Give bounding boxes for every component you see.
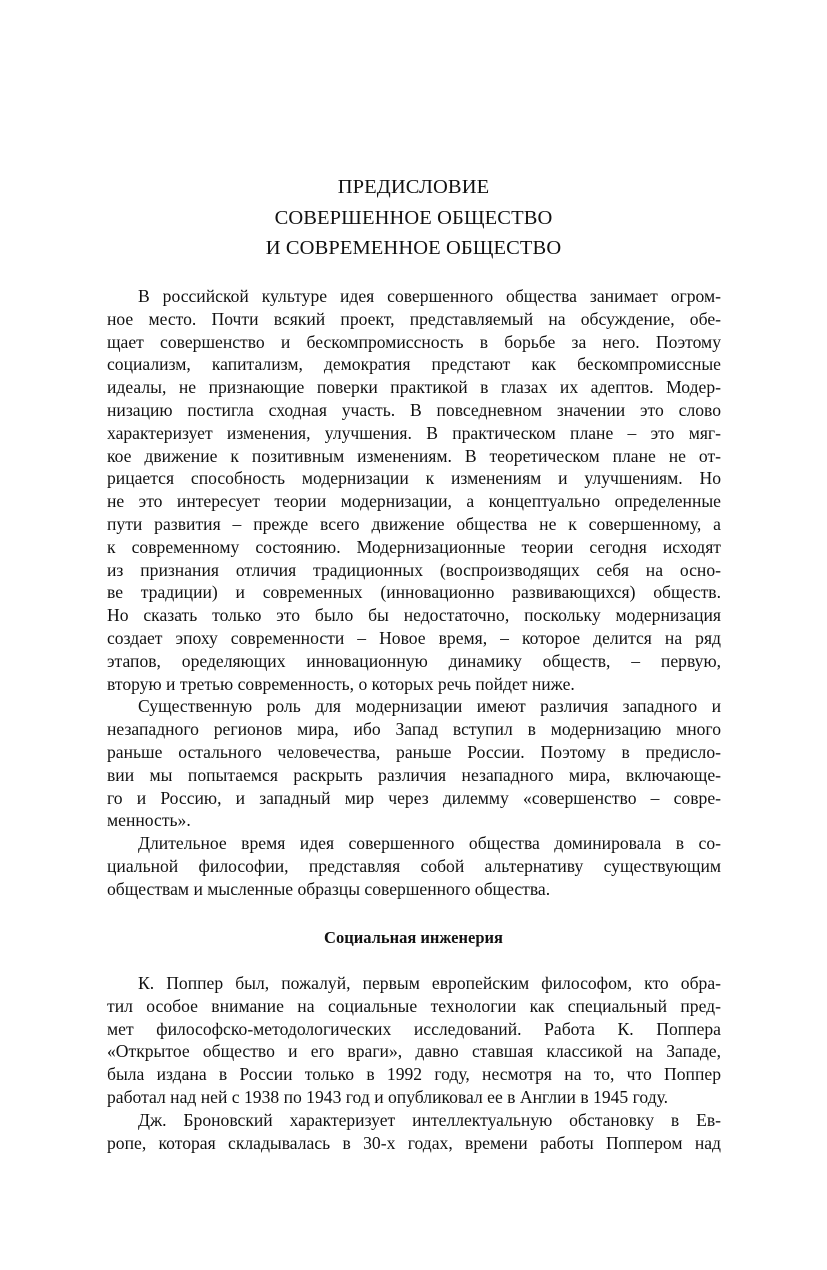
text-line: работал над ней с 1938 по 1943 год и опубликовал ее в Англии в 1945 году. <box>107 1086 669 1107</box>
text-line: к современному состоянию. Модернизационные теории сегодня исходят <box>107 536 721 557</box>
text-line: социализм, капитализм, демократия предстают как бескомпромиссные <box>107 354 721 375</box>
text-line: создает эпоху современности – Новое время, – которое делится на ряд <box>107 627 721 648</box>
text-line: пути развития – прежде всего движение общества не к совершенному, а <box>107 513 721 534</box>
chapter-title-line-3: И СОВРЕМЕННОЕ ОБЩЕСТВО <box>265 237 562 259</box>
text-line: мет философско-методологических исследований. Работа К. Поппера <box>107 1018 721 1039</box>
text-line: «Открытое общество и его враги», давно ставшая классикой на Западе, <box>107 1041 721 1062</box>
text-line: вии мы попытаемся раскрыть различия незападного мира, включающе- <box>107 764 721 785</box>
text-line: Существенную роль для модернизации имеют различия западного и <box>138 696 721 717</box>
text-line: характеризует изменения, улучшения. В практическом плане – это мяг- <box>107 422 721 443</box>
text-line: циальной философии, представляя собой альтернативу существующим <box>107 855 721 876</box>
text-line: ве традиции) и современных (инновационно развивающихся) обществ. <box>107 582 721 603</box>
text-line: го и Россию, и западный мир через дилемму «совершенство – совре- <box>107 787 721 808</box>
section-heading: Социальная инженерия <box>324 928 503 947</box>
chapter-title <box>0 172 827 264</box>
text-line: была издана в России только в 1992 году, несмотря на то, что Поппер <box>107 1064 721 1085</box>
text-line: рицается способность модернизации к изменениям и улучшениям. Но <box>107 468 721 489</box>
text-line: В российской культуре идея совершенного общества занимает огром- <box>138 286 721 306</box>
text-line: ропе, которая складывалась в 30-х годах, времени работы Поппером над <box>107 1132 721 1153</box>
text-line: ное место. Почти всякий проект, представляемый на обсуждение, обе- <box>107 308 721 329</box>
text-line: Но сказать только это было бы недостаточно, поскольку модернизация <box>107 605 721 626</box>
text-line: тил особое внимание на социальные технологии как специальный пред- <box>107 995 721 1016</box>
text-line: вторую и третью современность, о которых речь пойдет ниже. <box>107 673 575 694</box>
text-line: идеалы, не признающие поверки практикой в глазах их адептов. Модер- <box>107 377 721 398</box>
text-line: К. Поппер был, пожалуй, первым европейским философом, кто обра- <box>138 973 721 993</box>
text-line: этапов, оределяющих инновационную динамику обществ, – первую, <box>107 650 721 671</box>
text-line: незападного регионов мира, ибо Запад вступил в модернизацию много <box>107 719 721 740</box>
chapter-title-line-2: СОВЕРШЕННОЕ ОБЩЕСТВО <box>274 206 553 229</box>
text-line: обществам и мысленные образцы совершенного общества. <box>107 878 551 899</box>
preface-body <box>107 285 721 901</box>
text-line: не это интересует теории модернизации, а концептуально определенные <box>107 491 721 512</box>
text-line: Дж. Броновский характеризует интеллектуальную обстановку в Ев- <box>138 1109 721 1130</box>
text-line: кое движение к позитивным изменениям. В теоретическом плане не от- <box>107 445 721 466</box>
text-line: менность». <box>107 810 191 831</box>
text-line: низацию постигла сходная участь. В повседневном значении это слово <box>107 399 721 420</box>
text-line: раньше остального человечества, раньше России. Поэтому в предислo- <box>107 741 721 762</box>
chapter-title-line-1: ПРЕДИСЛОВИЕ <box>337 176 490 198</box>
text-line: щает совершенство и бескомпромиссность в борьбе за него. Поэтому <box>107 331 721 352</box>
text-line: из признания отличия традиционных (воспроизводящих себя на осно- <box>107 559 721 580</box>
text-line: Длительное время идея совершенного общества доминировала в со- <box>138 833 721 854</box>
section-body <box>107 972 721 1154</box>
